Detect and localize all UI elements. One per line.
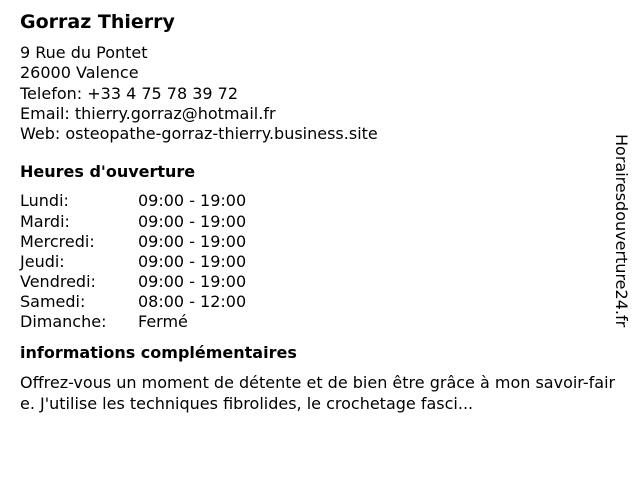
- site-watermark: Horairesdouverture24.fr: [612, 134, 631, 328]
- additional-info-text: Offrez-vous un moment de détente et de bien être grâce à mon savoir-faire. J'utilise les techniques fibrolides, le crochetage fasci...: [20, 373, 616, 414]
- website-link: Web: osteopathe-gorraz-thierry.business.site: [20, 124, 378, 144]
- opening-hours-table: [20, 191, 620, 332]
- street-address: 9 Rue du Pontet: [20, 43, 148, 62]
- phone-number: Telefon: +33 4 75 78 39 72: [20, 83, 239, 103]
- day-label: Samedi:: [20, 291, 86, 311]
- day-label: Vendredi:: [20, 271, 96, 291]
- day-hours: 09:00 - 19:00: [138, 251, 247, 271]
- hours-row-wednesday: [20, 232, 620, 252]
- day-hours: 09:00 - 19:00: [138, 211, 247, 231]
- day-label: Mardi:: [20, 211, 70, 231]
- day-hours: Fermé: [138, 312, 188, 332]
- additional-info-title: informations complémentaires: [20, 343, 297, 363]
- day-hours: 09:00 - 19:00: [138, 231, 247, 251]
- hours-row-thursday: [20, 252, 620, 272]
- day-label: Dimanche:: [20, 312, 107, 332]
- hours-row-friday: [20, 272, 620, 292]
- day-label: Lundi:: [20, 191, 69, 211]
- day-label: Jeudi:: [20, 251, 65, 271]
- day-label: Mercredi:: [20, 231, 95, 251]
- day-hours: 09:00 - 19:00: [138, 191, 247, 211]
- day-hours: 08:00 - 12:00: [138, 291, 247, 311]
- opening-hours-title: Heures d'ouverture: [20, 162, 196, 182]
- hours-row-tuesday: [20, 212, 620, 232]
- email-address: Email: thierry.gorraz@hotmail.fr: [20, 103, 276, 123]
- hours-row-monday: [20, 191, 620, 211]
- hours-row-saturday: [20, 292, 620, 312]
- day-hours: 09:00 - 19:00: [138, 271, 247, 291]
- business-name: Gorraz Thierry: [20, 11, 175, 33]
- city-address: 26000 Valence: [20, 63, 139, 83]
- hours-row-sunday: [20, 312, 620, 332]
- business-card: [20, 9, 620, 414]
